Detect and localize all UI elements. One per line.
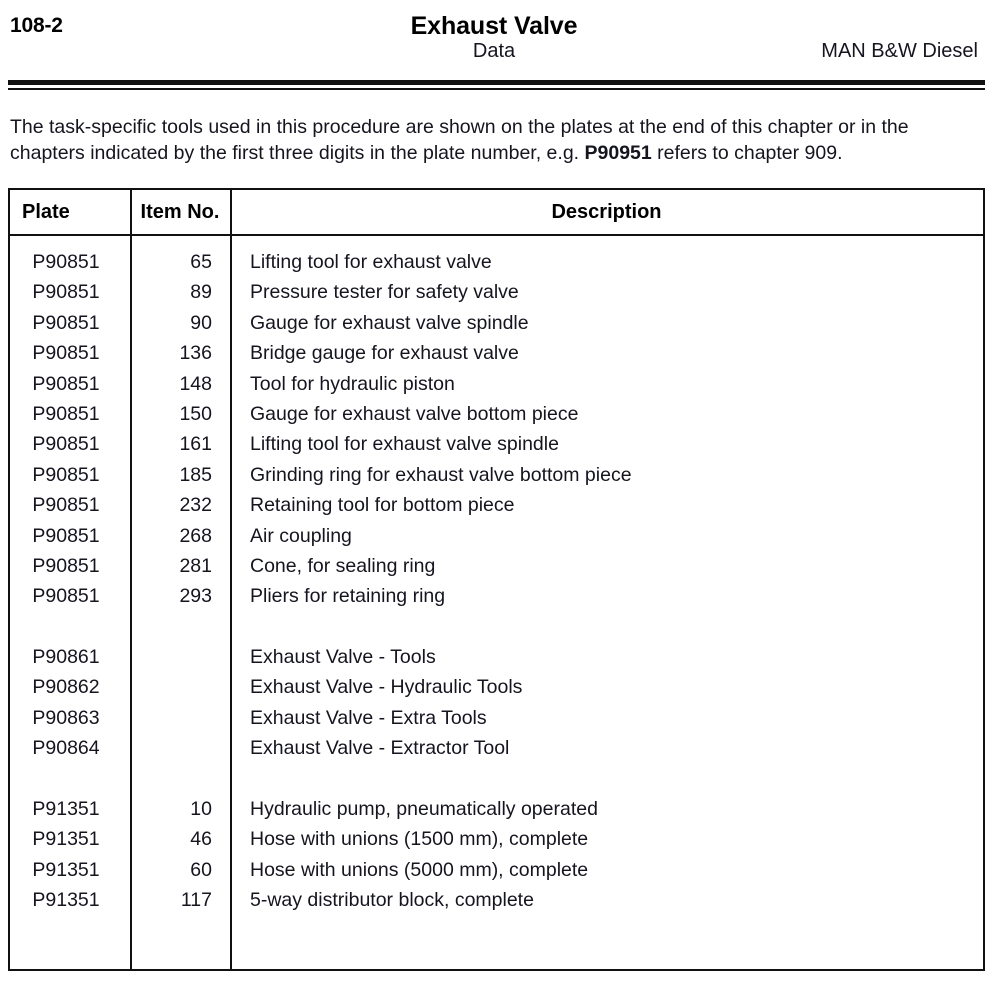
intro-text-part1: The task-specific tools used in this procedure are shown on the plates at the end of this chapter or in the chapters indicated by the first three digits in the plate number, e.g. — [10, 116, 909, 164]
cell-plate: P90851 — [32, 402, 100, 425]
cell-item-no: 268 — [179, 524, 212, 547]
cell-description: Retaining tool for bottom piece — [250, 494, 515, 517]
tools-table — [8, 188, 985, 971]
cell-description: Hydraulic pump, pneumatically operated — [250, 798, 598, 821]
cell-item-no: 232 — [179, 494, 212, 517]
table-row — [10, 432, 983, 462]
table-row — [10, 402, 983, 432]
page-title: Exhaust Valve — [410, 12, 578, 40]
cell-plate: P90851 — [32, 311, 100, 334]
cell-description: Bridge gauge for exhaust valve — [250, 342, 519, 365]
cell-plate: P90851 — [32, 463, 100, 486]
column-header-plate: Plate — [22, 201, 70, 223]
header-top-row — [10, 0, 978, 40]
cell-description: Cone, for sealing ring — [250, 554, 436, 577]
table-row — [10, 675, 983, 705]
cell-plate: P90864 — [32, 737, 100, 760]
table-row — [10, 584, 983, 614]
table-header-row — [10, 190, 983, 236]
cell-plate: P90851 — [32, 342, 100, 365]
header-rule-thin — [8, 88, 985, 90]
cell-item-no: 10 — [190, 798, 212, 821]
cell-plate: P90851 — [32, 281, 100, 304]
column-header-description: Description — [551, 201, 662, 223]
table-row — [10, 280, 983, 310]
cell-item-no: 150 — [179, 402, 212, 425]
intro-text-part2: refers to chapter 909. — [651, 142, 843, 164]
table-row — [10, 311, 983, 341]
cell-item-no: 293 — [179, 585, 212, 608]
column-header-item-no: Item No. — [140, 201, 220, 223]
cell-plate: P91351 — [32, 858, 100, 881]
table-body — [10, 236, 983, 919]
table-row — [10, 736, 983, 766]
table-row — [10, 341, 983, 371]
cell-item-no: 148 — [179, 372, 212, 395]
cell-item-no: 60 — [190, 858, 212, 881]
cell-plate: P91351 — [32, 889, 100, 912]
table-row — [10, 888, 983, 918]
cell-item-no: 136 — [179, 342, 212, 365]
cell-description: Gauge for exhaust valve spindle — [250, 311, 529, 334]
cell-item-no: 185 — [179, 463, 212, 486]
table-row — [10, 645, 983, 675]
cell-description: Lifting tool for exhaust valve spindle — [250, 433, 559, 456]
chapter-number: 108-2 — [10, 14, 63, 37]
intro-paragraph — [10, 114, 983, 166]
cell-description: 5-way distributor block, complete — [250, 889, 534, 912]
cell-description: Tool for hydraulic piston — [250, 372, 455, 395]
brand-name: MAN B&W Diesel — [821, 40, 978, 62]
cell-description: Grinding ring for exhaust valve bottom piece — [250, 463, 632, 486]
cell-description: Exhaust Valve - Tools — [250, 646, 436, 669]
table-row — [10, 554, 983, 584]
table-row — [10, 493, 983, 523]
cell-description: Exhaust Valve - Extractor Tool — [250, 737, 510, 760]
cell-description: Exhaust Valve - Hydraulic Tools — [250, 676, 523, 699]
cell-plate: P90851 — [32, 524, 100, 547]
cell-item-no: 65 — [190, 251, 212, 273]
table-row — [10, 372, 983, 402]
cell-description: Lifting tool for exhaust valve — [250, 251, 492, 273]
cell-plate: P90851 — [32, 585, 100, 608]
table-row — [10, 858, 983, 888]
cell-item-no: 46 — [190, 828, 212, 851]
cell-plate: P90863 — [32, 706, 100, 729]
cell-description: Exhaust Valve - Extra Tools — [250, 706, 487, 729]
cell-description: Pressure tester for safety valve — [250, 281, 519, 304]
page-header — [0, 0, 993, 72]
cell-item-no: 89 — [190, 281, 212, 304]
cell-plate: P90851 — [32, 554, 100, 577]
table-group-spacer — [10, 615, 983, 645]
cell-description: Hose with unions (5000 mm), complete — [250, 858, 589, 881]
header-bottom-row — [10, 40, 978, 70]
cell-plate: P90851 — [32, 372, 100, 395]
cell-plate: P90851 — [32, 433, 100, 456]
cell-item-no: 90 — [190, 311, 212, 334]
cell-item-no: 117 — [180, 889, 212, 912]
cell-plate: P91351 — [32, 828, 100, 851]
table-row — [10, 250, 983, 280]
page-subtitle: Data — [472, 40, 516, 62]
cell-item-no: 161 — [179, 433, 212, 456]
cell-description: Gauge for exhaust valve bottom piece — [250, 402, 579, 425]
cell-plate: P90851 — [32, 494, 100, 517]
cell-plate: P90851 — [32, 251, 100, 273]
cell-description: Pliers for retaining ring — [250, 585, 446, 608]
cell-plate: P90862 — [32, 676, 100, 699]
cell-item-no: 281 — [179, 554, 212, 577]
cell-description: Air coupling — [250, 524, 352, 547]
header-rule-thick — [8, 80, 985, 85]
table-row — [10, 827, 983, 857]
table-row — [10, 524, 983, 554]
table-row — [10, 463, 983, 493]
table-row — [10, 797, 983, 827]
table-group-spacer — [10, 767, 983, 797]
cell-plate: P90861 — [32, 646, 100, 669]
intro-plate-reference: P90951 — [584, 142, 652, 164]
cell-description: Hose with unions (1500 mm), complete — [250, 828, 589, 851]
table-row — [10, 706, 983, 736]
cell-plate: P91351 — [32, 798, 100, 821]
